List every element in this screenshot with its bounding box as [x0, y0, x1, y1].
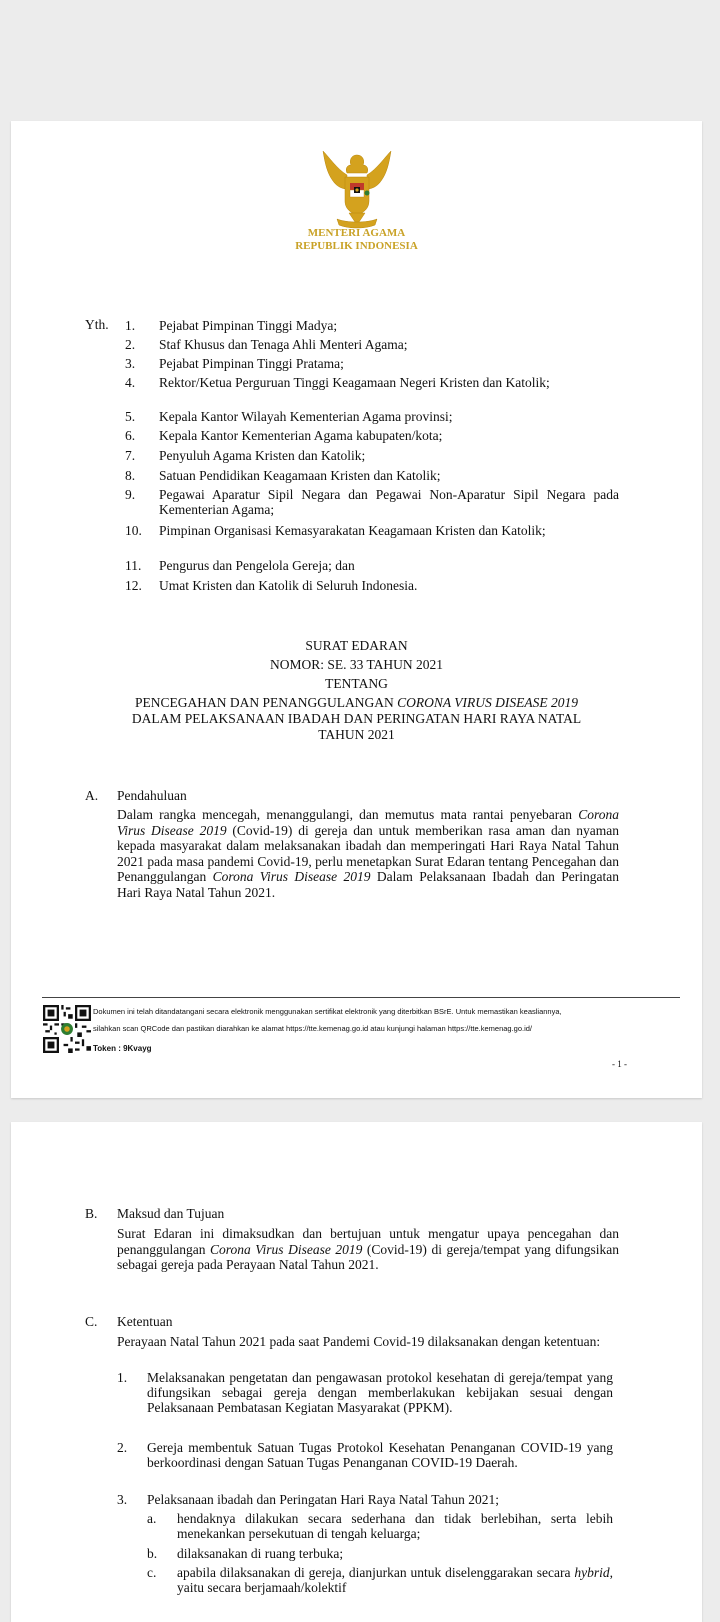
section-b-heading: Maksud dan Tujuan [117, 1206, 225, 1221]
signature-notice-line1: Dokumen ini telah ditandatangani secara elektronik menggunakan sertifikat elektronik yang diterbitkan BSrE. Untuk memastikan keasliannya, [93, 1007, 562, 1016]
verification-token: Token : 9Kvayg [93, 1044, 152, 1053]
document-page-2: B. Maksud dan Tujuan Surat Edaran ini dimaksudkan dan bertujuan untuk mengatur upaya pencegahan dan penanggulangan Corona Virus Disease 2019 (Covid-19) di gereja/tempat yang difungsikan sebagai gereja pada Perayaan Natal Tahun 2021. C. Ketentuan Perayaan Natal Tahun 2021 pada saat Pandemi Covid-19 dilaksanakan dengan ketentuan: 1. Melaksanakan pengetatan dan pengawasan protokol kesehatan di gereja/tempat yang difungsikan sebagai gereja dengan memberlakukan kebijakan sesuai dengan Pelaksanaan Pembatasan Kegiatan Masyarakat (PPKM). 2. Gereja membentuk Satuan Tugas Protokol Kesehatan Penanganan COVID-19 yang berkoordinasi dengan Satuan Tugas Penanganan COVID-19 Daerah. 3. Pelaksanaan ibadah dan Peringatan Hari Raya Natal Tahun 2021; a. hendaknya dilakukan secara sederhana dan tidak berlebihan, serta lebih menekankan persekutuan di tengah keluarga; b. dilaksanakan di ruang terbuka; c. apabila dilaksanakan di gereja, dianjurkan untuk diselenggarakan secara hybrid, yaitu secara berjamaah/kolektif [11, 1122, 702, 1622]
section-c-heading: Ketentuan [117, 1314, 173, 1329]
document-type: SURAT EDARAN [305, 638, 408, 653]
document-about: TENTANG [325, 676, 388, 691]
qr-code-icon[interactable] [43, 1005, 91, 1053]
document-subject-line1: PENCEGAHAN DAN PENANGGULANGAN CORONA VIRUS DISEASE 2019 [135, 695, 578, 710]
section-c-letter: C. [85, 1314, 98, 1329]
ministry-name-line1: MENTERI AGAMA [307, 227, 406, 239]
signature-notice-line2: silahkan scan QRCode dan pastikan diarahkan ke alamat https://tte.kemenag.go.id atau kunjungi halaman https://tte.kemenag.go.id/ [93, 1024, 533, 1033]
document-subject-line2: DALAM PELAKSANAAN IBADAH DAN PERINGATAN HARI RAYA NATAL [131, 711, 582, 726]
page-number: - 1 - [612, 1059, 627, 1069]
document-subject-line3: TAHUN 2021 [318, 727, 395, 742]
ministry-name-line2: REPUBLIK INDONESIA [295, 240, 418, 252]
recipient-label: Yth. [85, 317, 109, 332]
section-a-letter: A. [85, 788, 99, 803]
footer-divider [42, 997, 680, 998]
section-a-paragraph: Dalam rangka mencegah, menanggulangi, dan memutus mata rantai penyebaran Corona Virus Disease 2019 (Covid-19) di gereja dan untuk memberikan rasa aman dan nyaman kepada masyarakat dalam melaksanakan ibadah dan memperingati Hari Raya Natal Tahun 2021 pada masa pandemi Covid-19, perlu menetapkan Surat Edaran tentang Pencegahan dan Penanggulangan Corona Virus Disease 2019 Dalam Pelaksanaan Ibadah dan Peringatan Hari Raya Natal Tahun 2021. [117, 807, 619, 900]
document-page-1: MENTERI AGAMA REPUBLIK INDONESIA Yth. 1. Pejabat Pimpinan Tinggi Madya; 2. Staf Khusus dan Tenaga Ahli Menteri Agama; 3. Pejabat Pimpinan Tinggi Pratama; 4. Rektor/Ketua Perguruan Tinggi Keagamaan Negeri Kristen dan Katolik; 5. Kepala Kantor Wilayah Kementerian Agama provinsi; 6. Kepala Kantor Kementerian Agama kabupaten/kota; 7. Penyuluh Agama Kristen dan Katolik; 8. Satuan Pendidikan Keagamaan Kristen dan Katolik; 9. Pegawai Aparatur Sipil Negara dan Pegawai Non-Aparatur Sipil Negara pada Kementerian Agama; 10. Pimpinan Organisasi Kemasyarakatan Keagamaan Kristen dan Katolik; 11. Pengurus dan Pengelola Gereja; dan 12. Umat Kristen dan Katolik di Seluruh Indonesia. SURAT EDARAN NOMOR: SE. 33 TAHUN 2021 TENTANG PENCEGAHAN DAN PENANGGULANGAN CORONA VIRUS DISEASE 2019 DALAM PELAKSANAAN IBADAH DAN PERINGATAN HARI RAYA NATAL TAHUN 2021 A. Pendahuluan Dalam rangka mencegah, menanggulangi, dan memutus mata rantai penyebaran Corona Virus Disease 2019 (Covid-19) di gereja dan untuk memberikan rasa aman dan nyaman kepada masyarakat dalam melaksanakan ibadah dan memperingati Hari Raya Natal Tahun 2021 pada masa pandemi Covid-19, perlu menetapkan Surat Edaran tentang Pencegahan dan Penanggulangan Corona Virus Disease 2019 Dalam Pelaksanaan Ibadah dan Peringatan Hari Raya Natal Tahun 2021. Dokumen ini telah ditandatangani secara elektronik menggunakan sertifikat elektronik yang diterbitkan BSrE. Untuk memastikan keasliannya, silahkan scan QRCode dan pastikan diarahkan ke alamat https://tte.kemenag.go.id atau kunjungi halaman https://tte.kemenag.go.id/ Token : 9Kvayg - 1 - [11, 121, 702, 1098]
section-b-letter: B. [85, 1206, 98, 1221]
section-b-paragraph: Surat Edaran ini dimaksudkan dan bertujuan untuk mengatur upaya pencegahan dan penanggulangan Corona Virus Disease 2019 (Covid-19) di gereja/tempat yang difungsikan sebagai gereja pada Perayaan Natal Tahun 2021. [117, 1226, 620, 1272]
document-number: NOMOR: SE. 33 TAHUN 2021 [269, 657, 444, 672]
garuda-emblem-icon [321, 149, 393, 231]
section-c-intro: Perayaan Natal Tahun 2021 pada saat Pandemi Covid-19 dilaksanakan dengan ketentuan: [117, 1334, 601, 1349]
section-a-heading: Pendahuluan [117, 788, 187, 803]
